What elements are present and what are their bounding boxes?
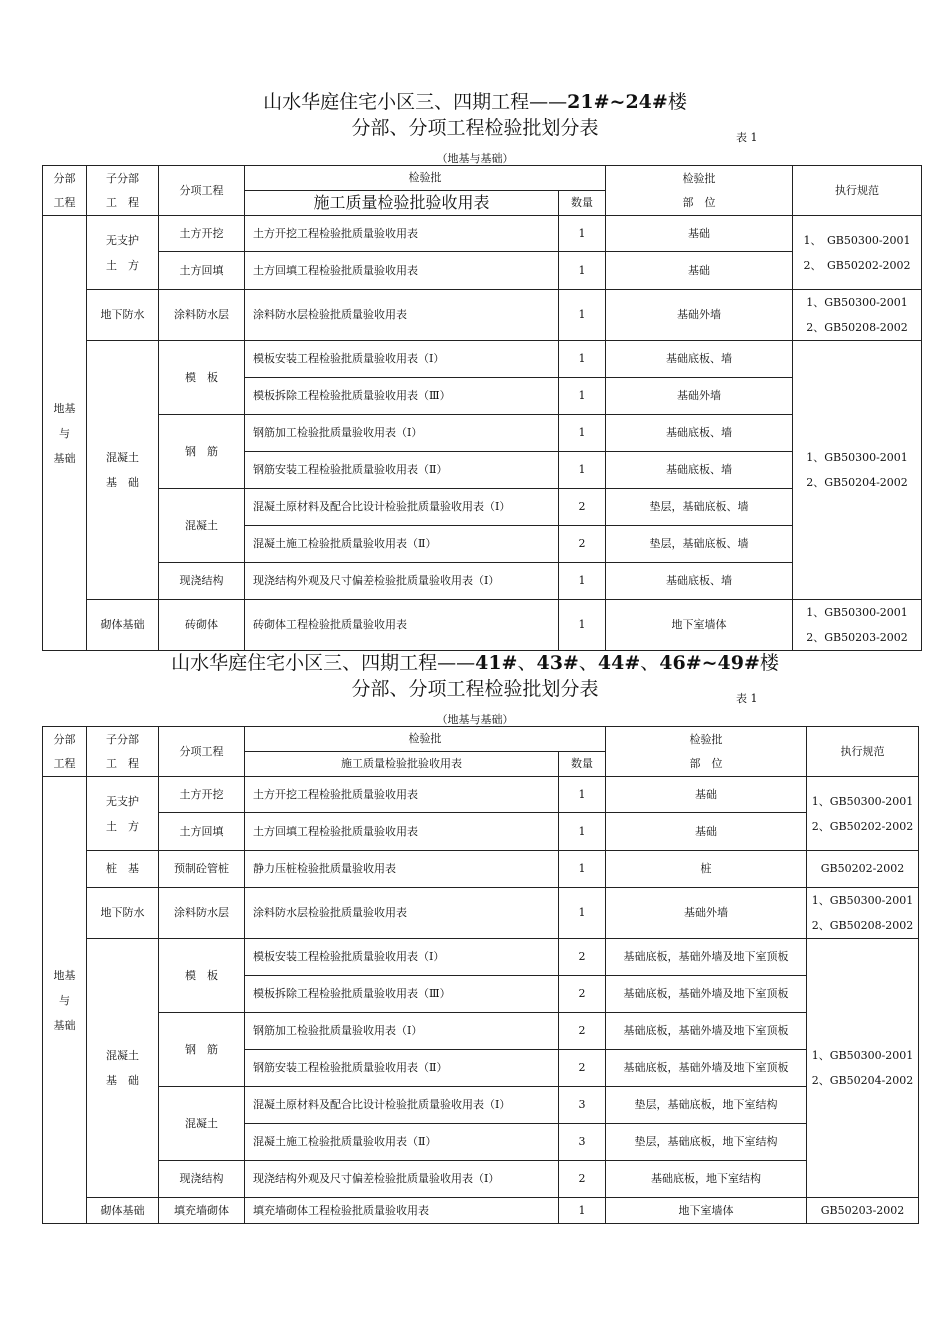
- t1-item-rebar: 钢 筋: [159, 415, 245, 489]
- t1-r7-pos: 基础底板、墙: [606, 452, 793, 489]
- t2-g2-std: 1、GB50300-2001 2、GB50208-2002: [807, 888, 919, 939]
- t2-rz-qty: 1: [559, 851, 606, 888]
- t1-r11-item: 砖砌体: [159, 600, 245, 651]
- t1-group-waterproof: 地下防水: [87, 290, 159, 341]
- t1-r5-qty: 1: [559, 378, 606, 415]
- t1-r5-form: 模板拆除工程检验批质量验收用表（Ⅲ）: [245, 378, 559, 415]
- t2-r11-item: 填充墙砌体: [159, 1198, 245, 1224]
- t2-r7-pos: 基础底板，基础外墙及地下室顶板: [606, 1050, 807, 1087]
- t2-r11-qty: 1: [559, 1198, 606, 1224]
- t1-r11-qty: 1: [559, 600, 606, 651]
- t1-r10-item: 现浇结构: [159, 563, 245, 600]
- t2-rz-item: 预制砼管桩: [159, 851, 245, 888]
- t2-r2-qty: 1: [559, 813, 606, 851]
- t1-r2-qty: 1: [559, 252, 606, 290]
- t2-r10-form: 现浇结构外观及尺寸偏差检验批质量验收用表（Ⅰ）: [245, 1161, 559, 1198]
- t1-r3-form: 涂料防水层检验批质量验收用表: [245, 290, 559, 341]
- t1-r5-pos: 基础外墙: [606, 378, 793, 415]
- t1-r9-pos: 垫层，基础底板、墙: [606, 526, 793, 563]
- t2-r10-item: 现浇结构: [159, 1161, 245, 1198]
- t2-r4-form: 模板安装工程检验批质量验收用表（Ⅰ）: [245, 939, 559, 976]
- t2-r6-form: 钢筋加工检验批质量验收用表（Ⅰ）: [245, 1013, 559, 1050]
- t1-r2-form: 土方回填工程检验批质量验收用表: [245, 252, 559, 290]
- t1-table: [42, 165, 922, 651]
- t1-r6-form: 钢筋加工检验批质量验收用表（Ⅰ）: [245, 415, 559, 452]
- t1-item-formwork: 模 板: [159, 341, 245, 415]
- t2-h-position: 检验批 部 位: [606, 727, 807, 777]
- t2-table: [42, 726, 919, 1224]
- t1-r6-pos: 基础底板、墙: [606, 415, 793, 452]
- t1-r2-item: 土方回填: [159, 252, 245, 290]
- t2-r1-pos: 基础: [606, 777, 807, 813]
- t2-g4-std: GB50203-2002: [807, 1198, 919, 1224]
- t2-r5-pos: 基础底板，基础外墙及地下室顶板: [606, 976, 807, 1013]
- t2-rz-std: GB50202-2002: [807, 851, 919, 888]
- t1-h-fenbu: 分部 工程: [43, 166, 87, 216]
- t1-fenbu-cell: 地基 与 基础: [43, 216, 87, 651]
- t2-r2-item: 土方回填: [159, 813, 245, 851]
- t2-h-zifenbu: 子分部 工 程: [87, 727, 159, 777]
- t2-h-fenbu: 分部 工程: [43, 727, 87, 777]
- t2-r2-form: 土方回填工程检验批质量验收用表: [245, 813, 559, 851]
- t1-item-concrete: 混凝土: [159, 489, 245, 563]
- t2-g1-std: 1、GB50300-2001 2、GB50202-2002: [807, 777, 919, 851]
- t1-r7-qty: 1: [559, 452, 606, 489]
- t1-r10-pos: 基础底板、墙: [606, 563, 793, 600]
- t2-h-fenxiang: 分项工程: [159, 727, 245, 777]
- t2-rz-pos: 桩: [606, 851, 807, 888]
- t2-r8-qty: 3: [559, 1087, 606, 1124]
- t1-r4-qty: 1: [559, 341, 606, 378]
- t2-r11-pos: 地下室墙体: [606, 1198, 807, 1224]
- t2-title-line2: 分部、分项工程检验批划分表: [351, 678, 599, 700]
- t2-r7-form: 钢筋安装工程检验批质量验收用表（Ⅱ）: [245, 1050, 559, 1087]
- t2-table-number: 表 1: [736, 692, 758, 705]
- t1-r1-item: 土方开挖: [159, 216, 245, 252]
- t1-r7-form: 钢筋安装工程检验批质量验收用表（Ⅱ）: [245, 452, 559, 489]
- t2-r9-qty: 3: [559, 1124, 606, 1161]
- t1-r1-qty: 1: [559, 216, 606, 252]
- t1-title-line1: 山水华庭住宅小区三、四期工程——21#~24#楼: [263, 91, 687, 113]
- t2-h-qty: 数量: [559, 752, 606, 777]
- t2-r3-pos: 基础外墙: [606, 888, 807, 939]
- t2-item-rebar: 钢 筋: [159, 1013, 245, 1087]
- t1-title-line2: 分部、分项工程检验批划分表: [351, 117, 599, 139]
- t2-r3-item: 涂料防水层: [159, 888, 245, 939]
- t1-r1-pos: 基础: [606, 216, 793, 252]
- t2-r3-form: 涂料防水层检验批质量验收用表: [245, 888, 559, 939]
- t1-r2-pos: 基础: [606, 252, 793, 290]
- t2-item-concrete: 混凝土: [159, 1087, 245, 1161]
- t2-g3-std: 1、GB50300-2001 2、GB50204-2002: [807, 939, 919, 1198]
- t1-g4-std: 1、GB50300-2001 2、GB50203-2002: [793, 600, 922, 651]
- t2-r5-form: 模板拆除工程检验批质量验收用表（Ⅲ）: [245, 976, 559, 1013]
- t1-r9-qty: 2: [559, 526, 606, 563]
- t1-group-earthwork: 无支护 土 方: [87, 216, 159, 290]
- t2-r6-qty: 2: [559, 1013, 606, 1050]
- t1-g1-std: 1、 GB50300-2001 2、 GB50202-2002: [793, 216, 922, 290]
- t2-r9-pos: 垫层，基础底板，地下室结构: [606, 1124, 807, 1161]
- t2-r1-form: 土方开挖工程检验批质量验收用表: [245, 777, 559, 813]
- t1-table-number: 表 1: [736, 131, 758, 144]
- t1-r10-form: 现浇结构外观及尺寸偏差检验批质量验收用表（Ⅰ）: [245, 563, 559, 600]
- t2-r2-pos: 基础: [606, 813, 807, 851]
- t2-group-waterproof: 地下防水: [87, 888, 159, 939]
- t2-r3-qty: 1: [559, 888, 606, 939]
- t1-r3-item: 涂料防水层: [159, 290, 245, 341]
- t2-h-form: 施工质量检验批验收用表: [245, 752, 559, 777]
- t1-h-qty: 数量: [559, 191, 606, 216]
- t1-r8-pos: 垫层，基础底板、墙: [606, 489, 793, 526]
- t1-h-standard: 执行规范: [793, 166, 922, 216]
- t2-group-concrete: 混凝土 基 础: [87, 939, 159, 1198]
- t1-r4-pos: 基础底板、墙: [606, 341, 793, 378]
- t1-r3-pos: 基础外墙: [606, 290, 793, 341]
- t2-h-jianyanpi: 检验批: [245, 727, 606, 752]
- t2-r11-form: 填充墙砌体工程检验批质量验收用表: [245, 1198, 559, 1224]
- t1-r1-form: 土方开挖工程检验批质量验收用表: [245, 216, 559, 252]
- t1-h-form: 施工质量检验批验收用表: [245, 191, 559, 216]
- t2-h-standard: 执行规范: [807, 727, 919, 777]
- t2-title-line1: 山水华庭住宅小区三、四期工程——41#、43#、44#、46#~49#楼: [171, 652, 779, 674]
- t2-r8-pos: 垫层，基础底板，地下室结构: [606, 1087, 807, 1124]
- t1-group-masonry: 砌体基础: [87, 600, 159, 651]
- t1-r9-form: 混凝土施工检验批质量验收用表（Ⅱ）: [245, 526, 559, 563]
- t1-r4-form: 模板安装工程检验批质量验收用表（Ⅰ）: [245, 341, 559, 378]
- t1-r11-form: 砖砌体工程检验批质量验收用表: [245, 600, 559, 651]
- t1-r11-pos: 地下室墙体: [606, 600, 793, 651]
- t2-item-formwork: 模 板: [159, 939, 245, 1013]
- t2-r5-qty: 2: [559, 976, 606, 1013]
- t2-r4-pos: 基础底板，基础外墙及地下室顶板: [606, 939, 807, 976]
- t2-group-masonry: 砌体基础: [87, 1198, 159, 1224]
- t2-group-pile: 桩 基: [87, 851, 159, 888]
- t1-h-jianyanpi: 检验批: [245, 166, 606, 191]
- t2-r4-qty: 2: [559, 939, 606, 976]
- t1-g3-std: 1、GB50300-2001 2、GB50204-2002: [793, 341, 922, 600]
- t2-rz-form: 静力压桩检验批质量验收用表: [245, 851, 559, 888]
- t1-subtitle: （地基与基础）: [436, 152, 514, 165]
- t2-r7-qty: 2: [559, 1050, 606, 1087]
- t1-h-position: 检验批 部 位: [606, 166, 793, 216]
- t2-group-earthwork: 无支护 土 方: [87, 777, 159, 851]
- t1-r3-qty: 1: [559, 290, 606, 341]
- t1-r8-form: 混凝土原材料及配合比设计检验批质量验收用表（Ⅰ）: [245, 489, 559, 526]
- t2-fenbu-cell: 地基 与 基础: [43, 777, 87, 1224]
- t2-r8-form: 混凝土原材料及配合比设计检验批质量验收用表（Ⅰ）: [245, 1087, 559, 1124]
- t2-r1-qty: 1: [559, 777, 606, 813]
- t1-r8-qty: 2: [559, 489, 606, 526]
- t1-r6-qty: 1: [559, 415, 606, 452]
- t1-g2-std: 1、GB50300-2001 2、GB50208-2002: [793, 290, 922, 341]
- t1-group-concrete: 混凝土 基 础: [87, 341, 159, 600]
- t2-r10-qty: 2: [559, 1161, 606, 1198]
- t2-r10-pos: 基础底板，地下室结构: [606, 1161, 807, 1198]
- t1-r10-qty: 1: [559, 563, 606, 600]
- t1-h-zifenbu: 子分部 工 程: [87, 166, 159, 216]
- t2-r9-form: 混凝土施工检验批质量验收用表（Ⅱ）: [245, 1124, 559, 1161]
- t2-r1-item: 土方开挖: [159, 777, 245, 813]
- t2-r6-pos: 基础底板，基础外墙及地下室顶板: [606, 1013, 807, 1050]
- t2-subtitle: （地基与基础）: [436, 713, 514, 726]
- t1-h-fenxiang: 分项工程: [159, 166, 245, 216]
